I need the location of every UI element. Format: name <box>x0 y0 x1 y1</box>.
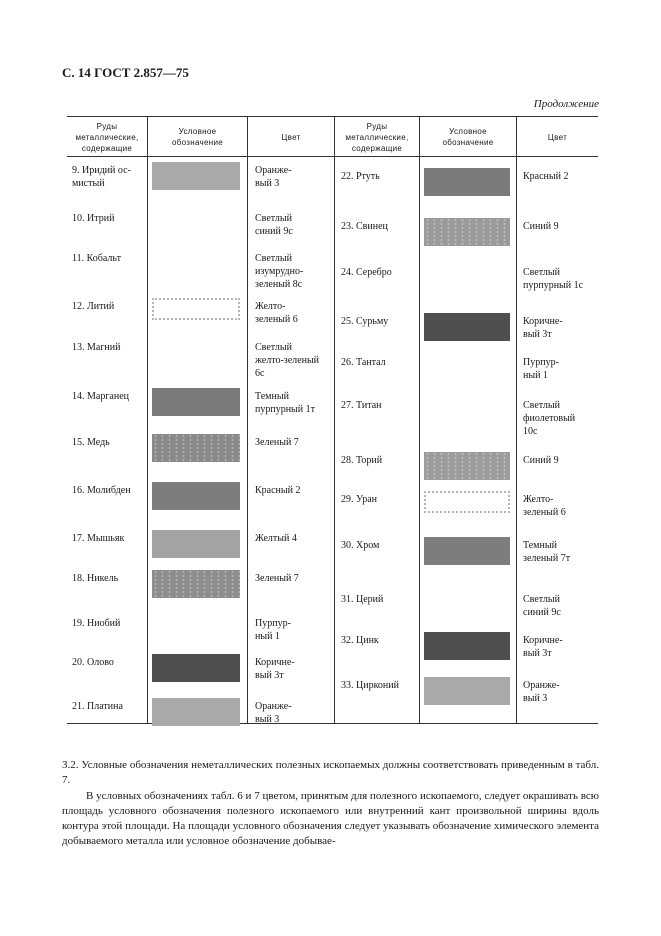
ore-color: Темный зеленый 7т <box>523 540 571 564</box>
ore-color: Светлый изумрудно- зеленый 8с <box>255 253 304 290</box>
symbol-swatch <box>424 537 510 565</box>
ore-name: 13. Магний <box>72 342 121 353</box>
symbol-swatch <box>152 388 240 416</box>
ore-color: Коричне- вый 3т <box>255 657 295 681</box>
ore-name: 27. Титан <box>341 400 382 411</box>
symbol-swatch <box>152 162 240 190</box>
ore-color: Зеленый 7 <box>255 437 299 448</box>
ore-color: Красный 2 <box>523 171 569 182</box>
symbol-swatch <box>424 452 510 480</box>
ore-name: 24. Серебро <box>341 267 392 278</box>
ore-name: 14. Марганец <box>72 391 130 402</box>
ore-name: 25. Сурьму <box>341 316 389 327</box>
ore-name: 21. Платина <box>72 701 123 712</box>
ore-color: Желто- зеленый 6 <box>255 301 298 325</box>
ore-color: Желтый 4 <box>255 533 297 544</box>
symbol-swatch <box>152 482 240 510</box>
ore-color: Оранже- вый 3 <box>255 701 292 725</box>
header-symbol: Условное обозначение <box>171 127 223 147</box>
ore-name: 29. Уран <box>341 494 377 505</box>
symbol-swatch <box>152 698 240 726</box>
ore-name: 16. Молибден <box>72 485 131 496</box>
header-symbol-right: Условное обозначение <box>442 127 494 147</box>
ore-name: 31. Церий <box>341 594 384 605</box>
header-color-right: Цвет <box>547 132 568 142</box>
ore-color: Оранже- вый 3 <box>255 165 292 189</box>
symbol-swatch <box>152 654 240 682</box>
ore-name: 33. Цирконий <box>341 680 399 691</box>
header-ores-right: Руды металлические, содержащие <box>345 121 409 153</box>
page-header: С. 14 ГОСТ 2.857—75 <box>62 65 189 80</box>
ore-color: Синий 9 <box>523 221 559 232</box>
header-ores: Руды металлические, содержащие <box>75 121 139 153</box>
ore-color: Светлый желто-зеленый 6с <box>255 342 320 379</box>
ore-color: Коричне- вый 3т <box>523 316 563 340</box>
paragraph-3-2: 3.2. Условные обозначения неметаллических полезных ископаемых должны соответствовать приведенным в табл. 7. <box>62 759 599 786</box>
column-divider <box>147 116 148 724</box>
ore-color: Светлый фиолетовый 10с <box>523 400 576 437</box>
ore-color: Светлый синий 9с <box>255 213 293 237</box>
ore-color: Красный 2 <box>255 485 301 496</box>
ore-color: Пурпур- ный 1 <box>523 357 559 381</box>
ore-name: 9. Иридий ос- мистый <box>72 165 131 189</box>
symbol-swatch <box>152 530 240 558</box>
symbol-swatch <box>152 570 240 598</box>
column-divider <box>516 116 517 724</box>
ore-name: 19. Ниобий <box>72 618 121 629</box>
ore-name: 22. Ртуть <box>341 171 380 182</box>
ore-name: 10. Итрий <box>72 213 115 224</box>
ore-name: 17. Мышьяк <box>72 533 125 544</box>
symbol-swatch <box>152 298 240 320</box>
ore-name: 30. Хром <box>341 540 380 551</box>
ore-name: 11. Кобальт <box>72 253 121 264</box>
symbol-swatch <box>424 491 510 513</box>
ore-color: Светлый пурпурный 1с <box>523 267 584 291</box>
symbol-swatch <box>152 434 240 462</box>
ore-color: Зеленый 7 <box>255 573 299 584</box>
continuation-label: Продолжение <box>533 98 599 110</box>
ore-color: Оранже- вый 3 <box>523 680 560 704</box>
column-divider <box>419 116 420 724</box>
symbol-swatch <box>424 168 510 196</box>
ore-color: Пурпур- ный 1 <box>255 618 291 642</box>
symbol-swatch <box>424 218 510 246</box>
paragraph-coloring-rule: В условных обозначениях табл. 6 и 7 цветом, принятым для полезного ископаемого, следует окрашивать всю площадь условного обозначения полезного ископаемого или внутренний кант произвольной ширины вдоль контура этой площади. На площади условного обозначения следует указывать обозначение химического элемента добываемого металла или условное обозначение добывае- <box>62 790 599 847</box>
ore-name: 12. Литий <box>72 301 115 312</box>
column-divider <box>334 116 335 724</box>
ore-name: 32. Цинк <box>341 635 379 646</box>
ore-symbols-table <box>67 116 598 724</box>
ore-color: Желто- зеленый 6 <box>523 494 566 518</box>
ore-name: 18. Никель <box>72 573 119 584</box>
column-divider <box>247 116 248 724</box>
ore-name: 28. Торий <box>341 455 383 466</box>
symbol-swatch <box>424 313 510 341</box>
ore-name: 26. Тантал <box>341 357 386 368</box>
ore-color: Темный пурпурный 1т <box>255 391 315 415</box>
symbol-swatch <box>424 632 510 660</box>
ore-color: Синий 9 <box>523 455 559 466</box>
ore-name: 15. Медь <box>72 437 110 448</box>
ore-name: 23. Свинец <box>341 221 388 232</box>
header-color: Цвет <box>281 132 301 142</box>
ore-name: 20. Олово <box>72 657 114 668</box>
ore-color: Светлый синий 9с <box>523 594 561 618</box>
symbol-swatch <box>424 677 510 705</box>
ore-color: Коричне- вый 3т <box>523 635 563 659</box>
